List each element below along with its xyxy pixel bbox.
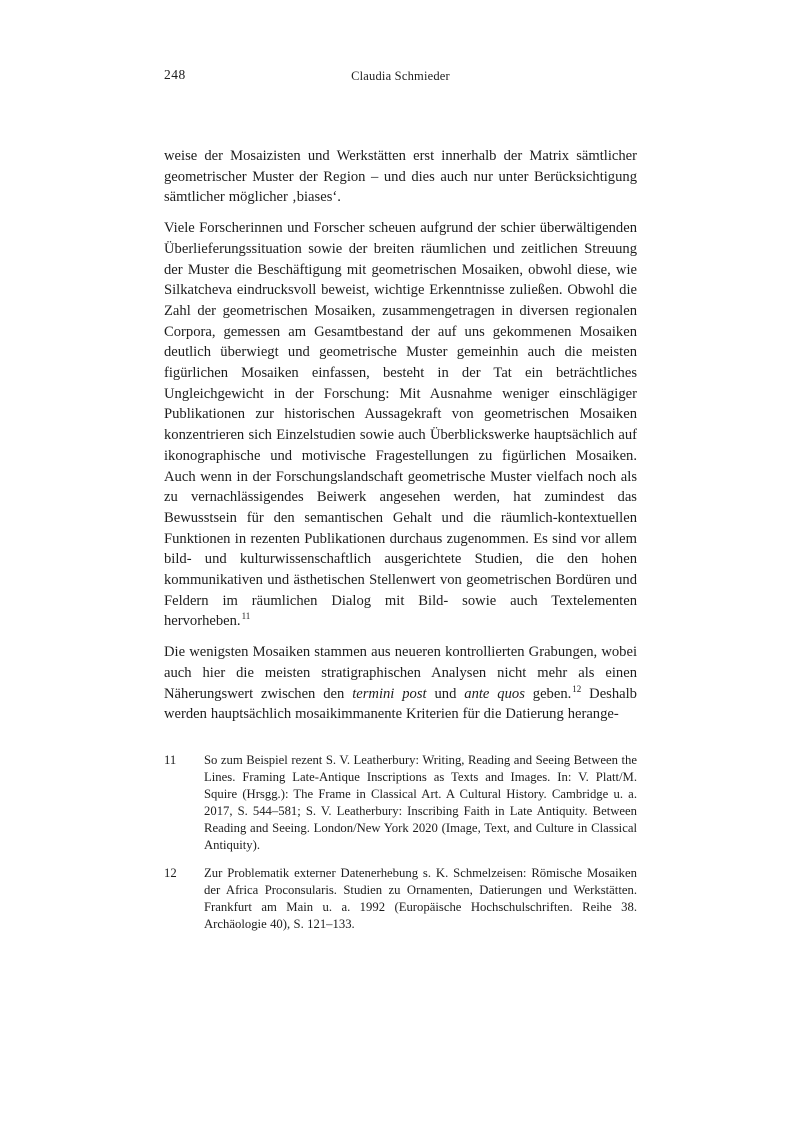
paragraph-3-text: und	[426, 685, 465, 702]
footnote-ref-12: 12	[572, 683, 582, 694]
running-head: Claudia Schmieder	[351, 69, 450, 83]
paragraph-1-text: weise der Mosaizisten und Werkstätten erst innerhalb der Matrix sämtlicher geometrischer Muster der Region – und dies auch nur unter Berücksichtigung sämtlicher möglicher ‚biases‘.	[164, 148, 637, 206]
footnotes-section	[164, 752, 637, 933]
paragraph-2-text: Viele Forscherinnen und Forscher scheuen aufgrund der schier überwältigenden Überlieferungssituation sowie der breiten räumlichen und zeitlichen Streuung der Muster die Beschäftigung mit geometrischen Mosaiken, obwohl diese, wie Silkatcheva eindrucksvoll beweist, wichtige Erkenntnisse zuließen. Obwohl die Zahl der geometrischen Mosaiken, zusammengetragen in diversen regionalen Corpora, gemessen am Gesamtbestand der auf uns gekommenen Mosaiken deutlich überwiegt und geometrische Muster gemeinhin auch die meisten figürlichen Mosaiken einfassen, besteht in der Tat ein beträchtliches Ungleichgewicht in der Forschung: Mit Ausnahme weniger einschlägiger Publikationen zur historischen Aussagekraft von geometrischen Mosaiken konzentrieren sich Einzelstudien sowie auch Überblickswerke hauptsächlich auf ikonographische und motivische Fragestellungen zu figürlichen Mosaiken. Auch wenn in der Forschungslandschaft geometrische Muster vielfach noch als zu vernachlässigendes Beiwerk angesehen werden, hat zumindest das Bewusstsein für den semantischen Gehalt und die räumlich-kontextuellen Funktionen in rezenten Publikationen durchaus zugenommen. Es sind vor allem bild- und kulturwissenschaftlich ausgerichtete Studien, die den hohen kommunikativen und ästhetischen Stellenwert von geometrischen Bordüren und Feldern im räumlichen Dialog mit Bild- sowie auch Textelementen hervorheben.	[164, 220, 637, 630]
footnote-11	[164, 752, 637, 854]
paragraph-3	[164, 642, 637, 725]
footnote-ref-11: 11	[241, 611, 251, 622]
page-header	[164, 68, 637, 84]
footnote-number: 12	[164, 865, 177, 880]
footnote-text: Zur Problematik externer Datenerhebung s. K. Schmelzeisen: Römische Mosaiken der Africa Proconsularis. Studien zu Ornamenten, Datierungen und Werkstätten. Frankfurt am Main u. a. 1992 (Europäische Hochschulschriften. Reihe 38. Archäologie 40), S. 121–133.	[204, 865, 637, 931]
latin-term-ante-quos: ante quos	[464, 685, 525, 702]
paragraph-3-text: Die wenigsten Mosaiken stammen aus neueren kontrollierten Grabungen, wobei auch hier die meisten stratigraphischen Analysen nicht mehr als einen Näherungswert zwischen den	[164, 644, 637, 702]
footnote-number: 11	[164, 752, 177, 767]
footnote-12	[164, 865, 637, 933]
paragraph-1	[164, 146, 637, 208]
content-column	[164, 0, 637, 933]
footnote-text: So zum Beispiel rezent S. V. Leatherbury: Writing, Reading and Seeing Between the Lines. Framing Late-Antique Inscriptions as Texts and Images. In: V. Platt/M. Squire (Hrsgg.): The Frame in Classical Art. A Cultural History. Cambridge u. a. 2017, S. 544–581; S. V. Leatherbury: Inscribing Faith in Late Antiquity. Between Reading and Seeing. London/New York 2020 (Image, Text, and Culture in Classical Antiquity).	[204, 752, 637, 852]
paragraph-2	[164, 218, 637, 632]
latin-term-termini-post: termini post	[352, 685, 427, 702]
page-number: 248	[164, 67, 186, 82]
paragraph-3-text: Deshalb werden hauptsächlich mosaikimmanente Kriterien für die Datierung herange-	[164, 685, 637, 723]
paragraph-3-text: geben.	[524, 685, 572, 702]
body-text	[164, 146, 637, 725]
